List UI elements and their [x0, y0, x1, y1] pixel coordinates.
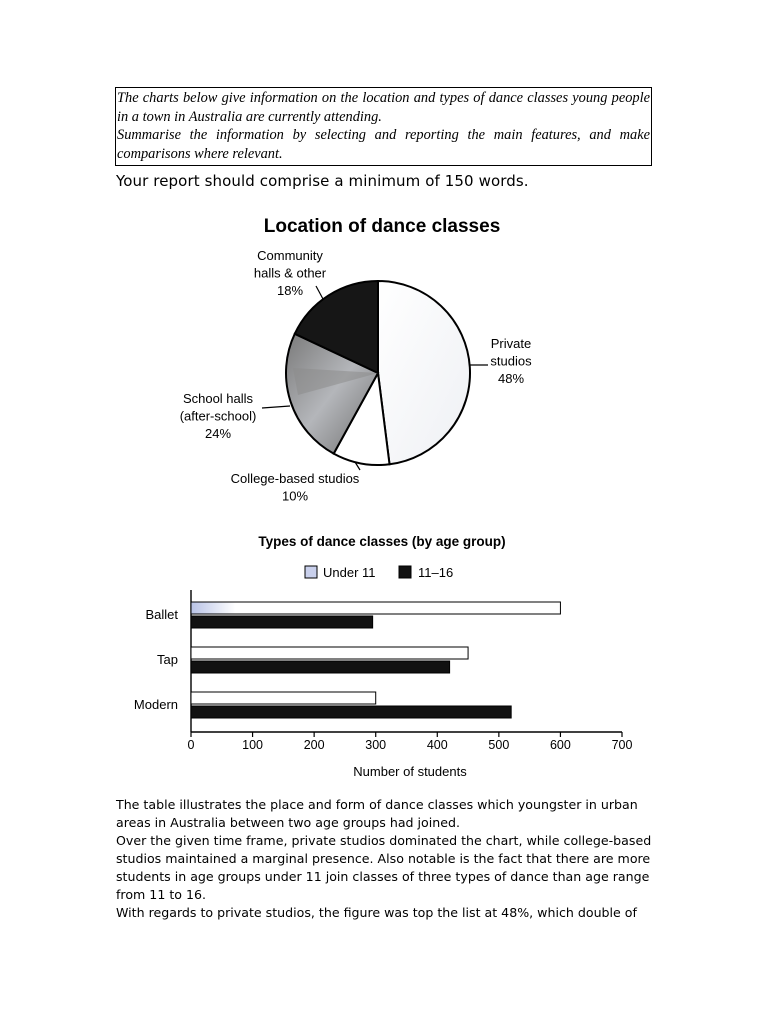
pie-leader-school-halls	[262, 406, 290, 408]
essay-paragraph-3: With regards to private studios, the figure was top the list at 48%, which double of	[116, 905, 637, 920]
legend-label-11-16: 11–16	[418, 565, 454, 580]
legend-swatch-under-11	[305, 566, 317, 578]
x-tick-label-300: 300	[365, 738, 387, 752]
task-prompt-line-1: The charts below give information on the location and types of dance classes young people in a town in Australia are currently attending.	[117, 90, 650, 125]
bar-under-11-modern	[191, 692, 376, 704]
x-tick-label-700: 700	[611, 738, 633, 752]
x-tick-label-0: 0	[187, 738, 195, 752]
bar-11-16-ballet	[191, 616, 373, 628]
pie-label-community-halls-pct: 18%	[276, 283, 304, 298]
pie-label-community-halls-line-1: halls & other	[253, 265, 327, 281]
pie-leader-community-halls	[316, 286, 323, 299]
pie-label-private-studios-line-0: Private	[490, 336, 532, 351]
pie-label-community-halls-line-0: Community	[257, 248, 323, 263]
pie-chart	[286, 281, 470, 465]
bar-11-16-modern	[191, 706, 511, 718]
bar-legend	[305, 565, 453, 580]
essay-text	[116, 796, 656, 922]
pie-label-school-halls-pct: 24%	[204, 426, 232, 441]
pie-label-school-halls-line-0: School halls	[182, 391, 254, 406]
category-label-modern: Modern	[133, 697, 178, 712]
essay-paragraph-1: The table illustrates the place and form of dance classes which youngster in urban areas in Australia between two age groups had joined.	[116, 797, 638, 830]
x-tick-label-400: 400	[426, 738, 448, 752]
legend-swatch-11-16	[399, 566, 411, 578]
pie-title: Location of dance classes	[263, 216, 501, 237]
x-tick-label-500: 500	[488, 738, 510, 752]
word-count-instruction: Your report should comprise a minimum of 150 words.	[116, 172, 529, 190]
bar-x-axis-label: Number of students	[353, 764, 467, 779]
pie-label-school-halls-line-1: (after-school)	[179, 408, 257, 424]
bar-chart	[134, 590, 633, 752]
pie-label-private-studios-line-1: studios	[490, 353, 532, 369]
pie-label-private-studios-pct: 48%	[497, 371, 525, 386]
bar-11-16-tap	[191, 661, 450, 673]
pie-slice-private-studios	[378, 281, 470, 464]
essay-paragraph-2: Over the given time frame, private studios dominated the chart, while college-based studios maintained a marginal presence. Also notable is the fact that there are more students in age groups under 11 join classes of three types of dance than age range from 11 to 16.	[116, 833, 652, 902]
x-tick-label-600: 600	[549, 738, 571, 752]
x-tick-label-200: 200	[303, 738, 325, 752]
x-tick-label-100: 100	[242, 738, 264, 752]
task-prompt-line-2: Summarise the information by selecting and reporting the main features, and make comparisons where relevant.	[117, 127, 650, 162]
pie-label-college-based-studios-line-0: College-based studios	[230, 471, 360, 486]
bar-title: Types of dance classes (by age group)	[258, 534, 506, 549]
bar-under-11-ballet	[191, 602, 560, 614]
legend-label-under-11: Under 11	[323, 565, 376, 580]
category-label-tap: Tap	[157, 652, 178, 667]
pie-label-college-based-studios-pct: 10%	[281, 488, 309, 504]
bar-under-11-tap	[191, 647, 468, 659]
category-label-ballet: Ballet	[145, 607, 178, 622]
